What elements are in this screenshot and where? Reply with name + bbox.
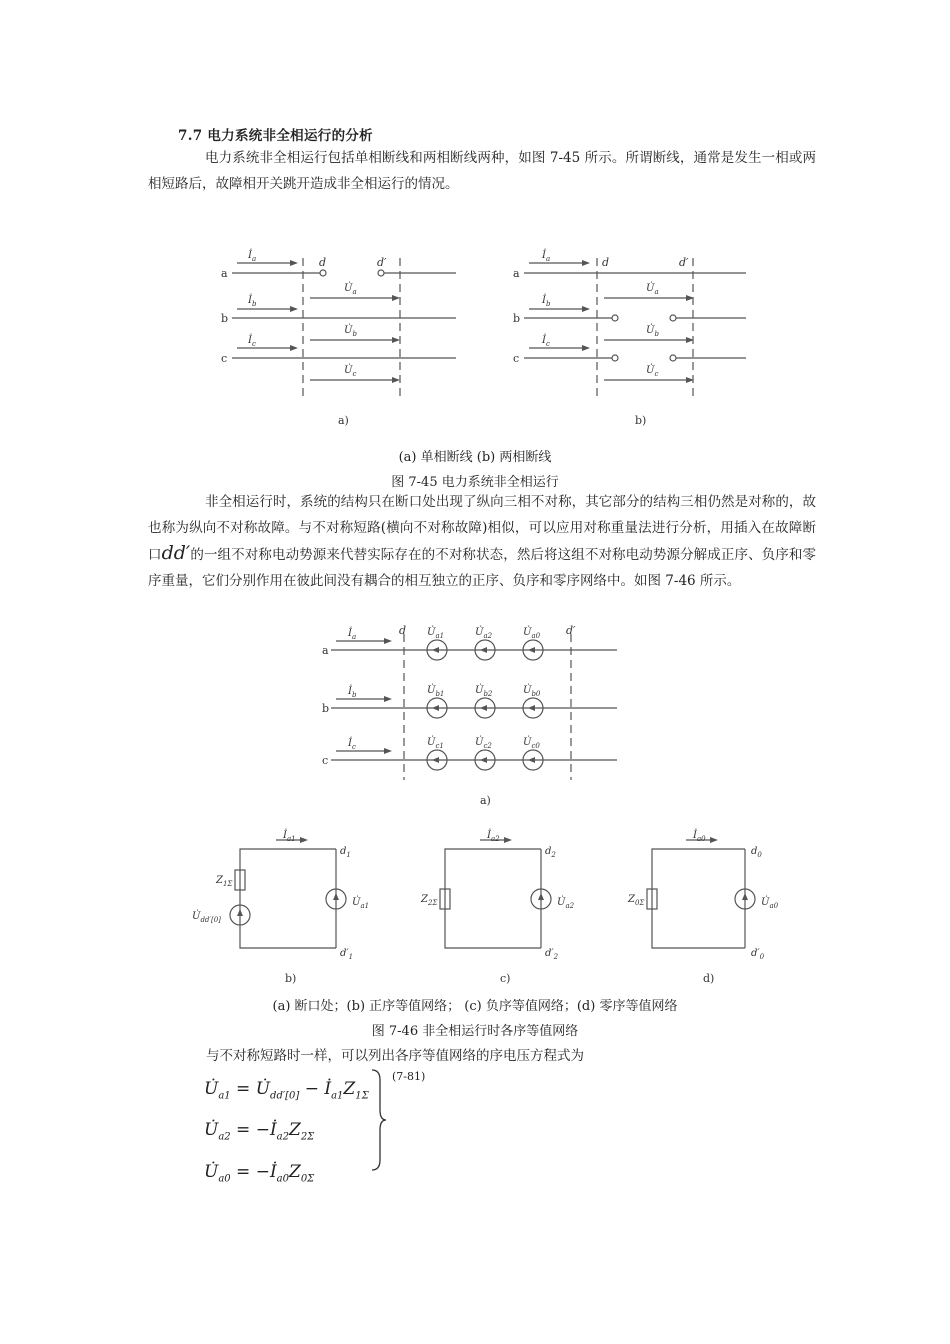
paragraph-2-text (148, 490, 816, 594)
svg-text:U̇a1: $U̇_{a1}$ (352, 897, 370, 910)
fig45a-phase-c: c (221, 352, 228, 365)
fig46a-phase-c: c (322, 754, 329, 767)
svg-text:İa1: $İ_{a1}$ (283, 830, 296, 843)
fig46-legend: (a) 断口处；(b) 正序等值网络； (c) 负序等值网络；(d) 零序等值网络 (272, 999, 678, 1014)
fig45b-phase-a: a (513, 267, 520, 280)
svg-text:U̇a1: $U̇_{a1}$ (427, 627, 445, 640)
svg-text:U̇c: $U̇_c$ (344, 365, 357, 378)
fig45b-phase-c: c (513, 352, 520, 365)
paragraph-2-pre: 非全相运行时，系统的结构只在断口处出现了纵向三相不对称，其它部分的结构三相仍然是对称的，故也称为纵向不对称故障。与不对称短路(横向不对称故障)相似，可以应用对称重量法进行分析，用插入在故障断口 (148, 494, 816, 563)
fig46a-dp: d′ (566, 624, 576, 637)
paragraph-2-post: 的一组不对称电动势源来代替实际存在的不对称状态，然后将这组不对称电动势源分解成正序、负序和零序重量，它们分别作用在彼此间没有耦合的相互独立的正序、负序和零序网络中。如图 7-46 所示。 (148, 547, 817, 589)
svg-text:İa2: $İ_{a2}$ (487, 830, 500, 843)
equation-number: (7-81) (392, 1070, 426, 1083)
svg-text:Z1Σ: $Z_{1\Sigma}$ (216, 875, 233, 888)
svg-text:İa: $İ_a$ (248, 250, 257, 263)
fig45-legend: (a) 单相断线 (b) 两相断线 (398, 450, 552, 465)
fig45a-phase-a: a (221, 267, 228, 280)
svg-text:İa: $İ_a$ (348, 628, 357, 641)
svg-text:U̇dd′[0]: $U̇_{dd'[0]}$ (192, 911, 221, 924)
fig46-sub-b: b) (285, 972, 297, 985)
svg-text:U̇b1: $U̇_{b1}$ (427, 685, 445, 698)
svg-text:İb: $İ_b$ (542, 295, 551, 308)
paragraph-1-text: 电力系统非全相运行包括单相断线和两相断线两种，如图 7-45 所示。所谓断线，通常是发生一相或两相短路后，故障相开关跳开造成非全相运行的情况。 (148, 150, 816, 192)
svg-text:İb: $İ_b$ (348, 686, 357, 699)
fig45-sub-a: a) (338, 414, 349, 427)
svg-text:U̇a2: $U̇_{a2}$ (475, 627, 493, 640)
fig45a-d: d (319, 256, 327, 269)
fig45-caption: 图 7-45 电力系统非全相运行 (391, 475, 559, 490)
svg-text:İa: $İ_a$ (542, 250, 551, 263)
svg-text:U̇b: $U̇_b$ (646, 325, 659, 338)
fig45-sub-b: b) (635, 414, 647, 427)
svg-text:İc: $İ_c$ (248, 335, 256, 348)
svg-text:U̇c: $U̇_c$ (646, 365, 659, 378)
svg-text:U̇a: $U̇_a$ (344, 283, 357, 296)
svg-text:İa0: $İ_{a0}$ (693, 830, 706, 843)
equation-line-1: $U̇_{a1}$ = $U̇_{dd'[0]}$ − $İ_{a1}Z_{1\Sigma}$ (204, 1079, 369, 1102)
svg-text:U̇c1: $U̇_{c1}$ (427, 737, 444, 750)
fig45b-dp: d′ (679, 256, 689, 269)
paragraph-2 (148, 490, 816, 594)
figure-7-46a (0, 620, 950, 810)
svg-text:U̇a0: $U̇_{a0}$ (523, 627, 541, 640)
fig45b-phase-b: b (513, 312, 521, 325)
fig46a-d: d (399, 624, 407, 637)
equation-line-2: $U̇_{a2}$ = $-İ_{a2}Z_{2\Sigma}$ (204, 1120, 315, 1143)
svg-text:U̇b2: $U̇_{b2}$ (475, 685, 493, 698)
svg-text:İc: $İ_c$ (542, 335, 550, 348)
figure-7-45 (0, 0, 950, 440)
svg-text:U̇c0: $U̇_{c0}$ (523, 737, 540, 750)
fig46a-phase-a: a (322, 644, 329, 657)
svg-text:d1: $d_1$ (340, 846, 351, 859)
svg-text:d2: $d_2$ (545, 846, 556, 859)
fig46a-source-labels (347, 626, 541, 751)
fig46a-phase-b: b (322, 702, 330, 715)
svg-text:d′0: $d'_0$ (751, 948, 765, 961)
fig46-sub-d: d) (703, 972, 715, 985)
section-title: 7.7 电力系统非全相运行的分析 (178, 128, 373, 144)
svg-text:U̇b0: $U̇_{b0}$ (523, 685, 541, 698)
svg-text:U̇a0: $U̇_{a0}$ (761, 897, 779, 910)
fig46-sub-a: a) (480, 794, 491, 807)
svg-text:U̇b: $U̇_b$ (344, 325, 357, 338)
svg-text:d′1: $d'_1$ (340, 948, 354, 961)
paragraph-3: 与不对称短路时一样，可以列出各序等值网络的序电压方程式为 (206, 1048, 584, 1064)
svg-text:Z2Σ: $Z_{2\Sigma}$ (421, 894, 438, 907)
svg-text:d0: $d_0$ (751, 846, 762, 859)
fig45a-dp: d′ (377, 256, 387, 269)
figure-7-46bcd (0, 820, 950, 992)
paragraph-2-dd: dd′ (161, 542, 191, 564)
svg-text:d′2: $d'_2$ (545, 948, 559, 961)
fig46-sub-c: c) (500, 972, 511, 985)
svg-text:U̇c2: $U̇_{c2}$ (475, 737, 492, 750)
svg-text:İb: $İ_b$ (248, 295, 257, 308)
fig45b-d: d (602, 256, 610, 269)
fig45a-phase-b: b (221, 312, 229, 325)
svg-text:Z0Σ: $Z_{0\Sigma}$ (628, 894, 645, 907)
svg-text:İc: $İ_c$ (348, 738, 356, 751)
equation-line-3: $U̇_{a0}$ = $-İ_{a0}Z_{0\Sigma}$ (204, 1161, 315, 1185)
fig46-caption: 图 7-46 非全相运行时各序等值网络 (371, 1024, 579, 1039)
svg-text:U̇a: $U̇_a$ (646, 283, 659, 296)
equation-7-81 (204, 1072, 369, 1196)
svg-text:U̇a2: $U̇_{a2}$ (557, 897, 575, 910)
equation-brace (368, 1066, 388, 1174)
